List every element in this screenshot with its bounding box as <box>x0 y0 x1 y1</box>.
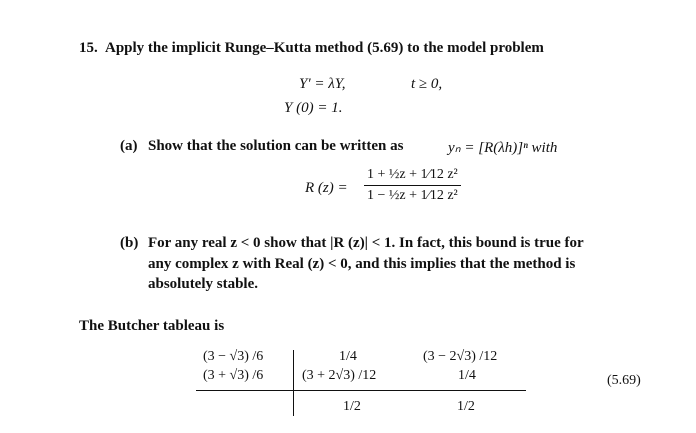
problem-number: 15. <box>79 40 98 56</box>
tableau-horizontal-rule <box>196 390 526 391</box>
part-b-label: (b) <box>120 235 139 251</box>
part-b-line-3: absolutely stable. <box>148 276 259 292</box>
tableau-c2: (3 + √3) /6 <box>203 368 264 383</box>
tableau-a11: 1/4 <box>339 349 357 364</box>
r-denominator: 1 − ½z + 1⁄12 z² <box>367 188 458 203</box>
part-b-line-2: any complex z with Real (z) < 0, and this implies that the method is <box>148 256 576 272</box>
tableau-b2: 1/2 <box>457 399 475 414</box>
model-equation-1: Y′ = λY, <box>299 76 346 92</box>
part-a-label: (a) <box>120 138 138 154</box>
equation-label: (5.69) <box>607 373 641 388</box>
tableau-a12: (3 − 2√3) /12 <box>423 349 498 364</box>
tableau-vertical-rule <box>293 350 294 416</box>
part-a-formula: yₙ = [R(λh)]ⁿ with <box>448 140 558 156</box>
problem-statement: Apply the implicit Runge–Kutta method (5.69) to the model problem <box>105 40 544 56</box>
model-equation-2: Y (0) = 1. <box>284 100 343 116</box>
tableau-intro: The Butcher tableau is <box>79 318 225 334</box>
tableau-a21: (3 + 2√3) /12 <box>302 368 377 383</box>
r-function-fraction <box>364 167 461 204</box>
part-b-line-1: For any real z < 0 show that |R (z)| < 1. In fact, this bound is true for <box>148 235 584 251</box>
r-function-lhs: R (z) = <box>305 180 348 196</box>
r-numerator: 1 + ½z + 1⁄12 z² <box>364 167 461 186</box>
model-condition: t ≥ 0, <box>411 76 443 92</box>
tableau-b1: 1/2 <box>343 399 361 414</box>
tableau-a22: 1/4 <box>458 368 476 383</box>
tableau-c1: (3 − √3) /6 <box>203 349 264 364</box>
part-a-text: Show that the solution can be written as <box>148 138 404 154</box>
